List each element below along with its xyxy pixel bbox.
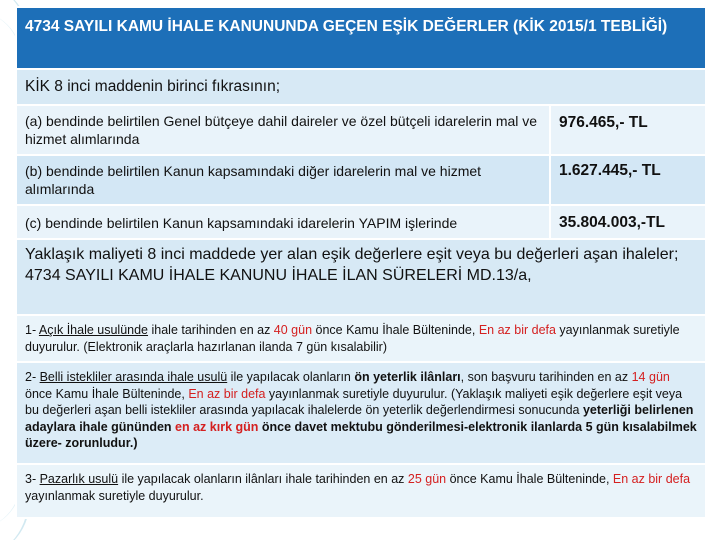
note-bold: yeterliği belirlenen adaylara ihale gününden — [25, 403, 694, 434]
item-b-text: (b) bendinde belirtilen Kanun kapsamındaki diğer idarelerin mal ve hizmet alımlarında — [16, 155, 550, 205]
note-procedure: Açık İhale usulünde — [38, 323, 149, 337]
note-restricted-tender — [16, 362, 706, 464]
note-text: ile yapılacak olanların ilânları ihale tarihinden en az — [118, 472, 408, 486]
note-num: 3- — [25, 472, 40, 486]
item-a-text: (a) bendinde belirtilen Genel bütçeye dahil daireler ve özel bütçeli idarelerin mal ve hizmet alımlarında — [16, 105, 550, 155]
note-text: ihale tarihinden en az — [148, 323, 274, 337]
note-bold: önce davet mektubu gönderilmesi-elektronik ilanlarda 5 gün kısalabilmek üzere- zorunludur.) — [25, 419, 697, 450]
note-days: 25 gün — [407, 472, 447, 486]
note-num: 2- — [25, 370, 40, 384]
note-text: önce Kamu İhale Bülteninde, — [312, 323, 479, 337]
note-text: , son başvuru tarihinden en az — [460, 370, 632, 384]
note-days: 14 gün — [631, 370, 670, 384]
table-row — [16, 205, 706, 239]
note-days: en az kırk gün — [175, 419, 259, 434]
threshold-table — [15, 6, 707, 519]
item-c-amount: 35.804.003,-TL — [550, 205, 706, 239]
note-procedure: Pazarlık usulü — [39, 472, 119, 486]
note-frequency: En az bir defa — [188, 386, 266, 401]
threshold-slide — [15, 6, 705, 519]
note-text: önce Kamu İhale Bülteninde, — [446, 472, 613, 486]
note-text: yayınlanmak suretiyle duyurulur. (Yaklaşık maliyeti eşik değerlere eşit veya bu değerleri aşan belli istekliler arasında yapılacak ihalelerde ön yeterlik değerlendirmesi sonucunda — [25, 386, 683, 417]
note-bold: ön yeterlik ilânları — [354, 370, 461, 384]
item-c-text: (c) bendinde belirtilen Kanun kapsamındaki idarelerin YAPIM işlerinde — [16, 205, 550, 239]
note-procedure: Belli istekliler arasında ihale usulü — [39, 370, 228, 384]
note-num: 1- — [25, 323, 39, 337]
note-text: ile yapılacak olanların — [227, 370, 355, 384]
table-row — [16, 105, 706, 155]
note-open-tender — [16, 315, 706, 362]
note-negotiated-tender — [16, 464, 706, 518]
note-text: önce Kamu İhale Bülteninde, — [25, 386, 189, 401]
note-days: 40 gün — [273, 323, 313, 337]
note-text: yayınlanmak suretiyle duyurulur. (Elektronik araçlarla hazırlanan ilanda 7 gün kısalabilir) — [25, 323, 680, 354]
note-text: yayınlanmak suretiyle duyurulur. — [25, 488, 204, 503]
table-title: 4734 SAYILI KAMU İHALE KANUNUNDA GEÇEN EŞİK DEĞERLER (KİK 2015/1 TEBLİĞİ) — [16, 7, 706, 69]
note-frequency: En az bir defa — [478, 323, 556, 337]
summary-text: Yaklaşık maliyeti 8 inci maddede yer alan eşik değerlere eşit veya bu değerleri aşan ihaleler; 4734 SAYILI KAMU İHALE KANUNU İHALE İLAN SÜRELERİ MD.13/a, — [16, 239, 706, 315]
table-row — [16, 155, 706, 205]
item-b-amount: 1.627.445,- TL — [550, 155, 706, 205]
note-frequency: En az bir defa — [612, 472, 691, 486]
item-a-amount: 976.465,- TL — [550, 105, 706, 155]
table-subtitle: KİK 8 inci maddenin birinci fıkrasının; — [16, 69, 706, 105]
